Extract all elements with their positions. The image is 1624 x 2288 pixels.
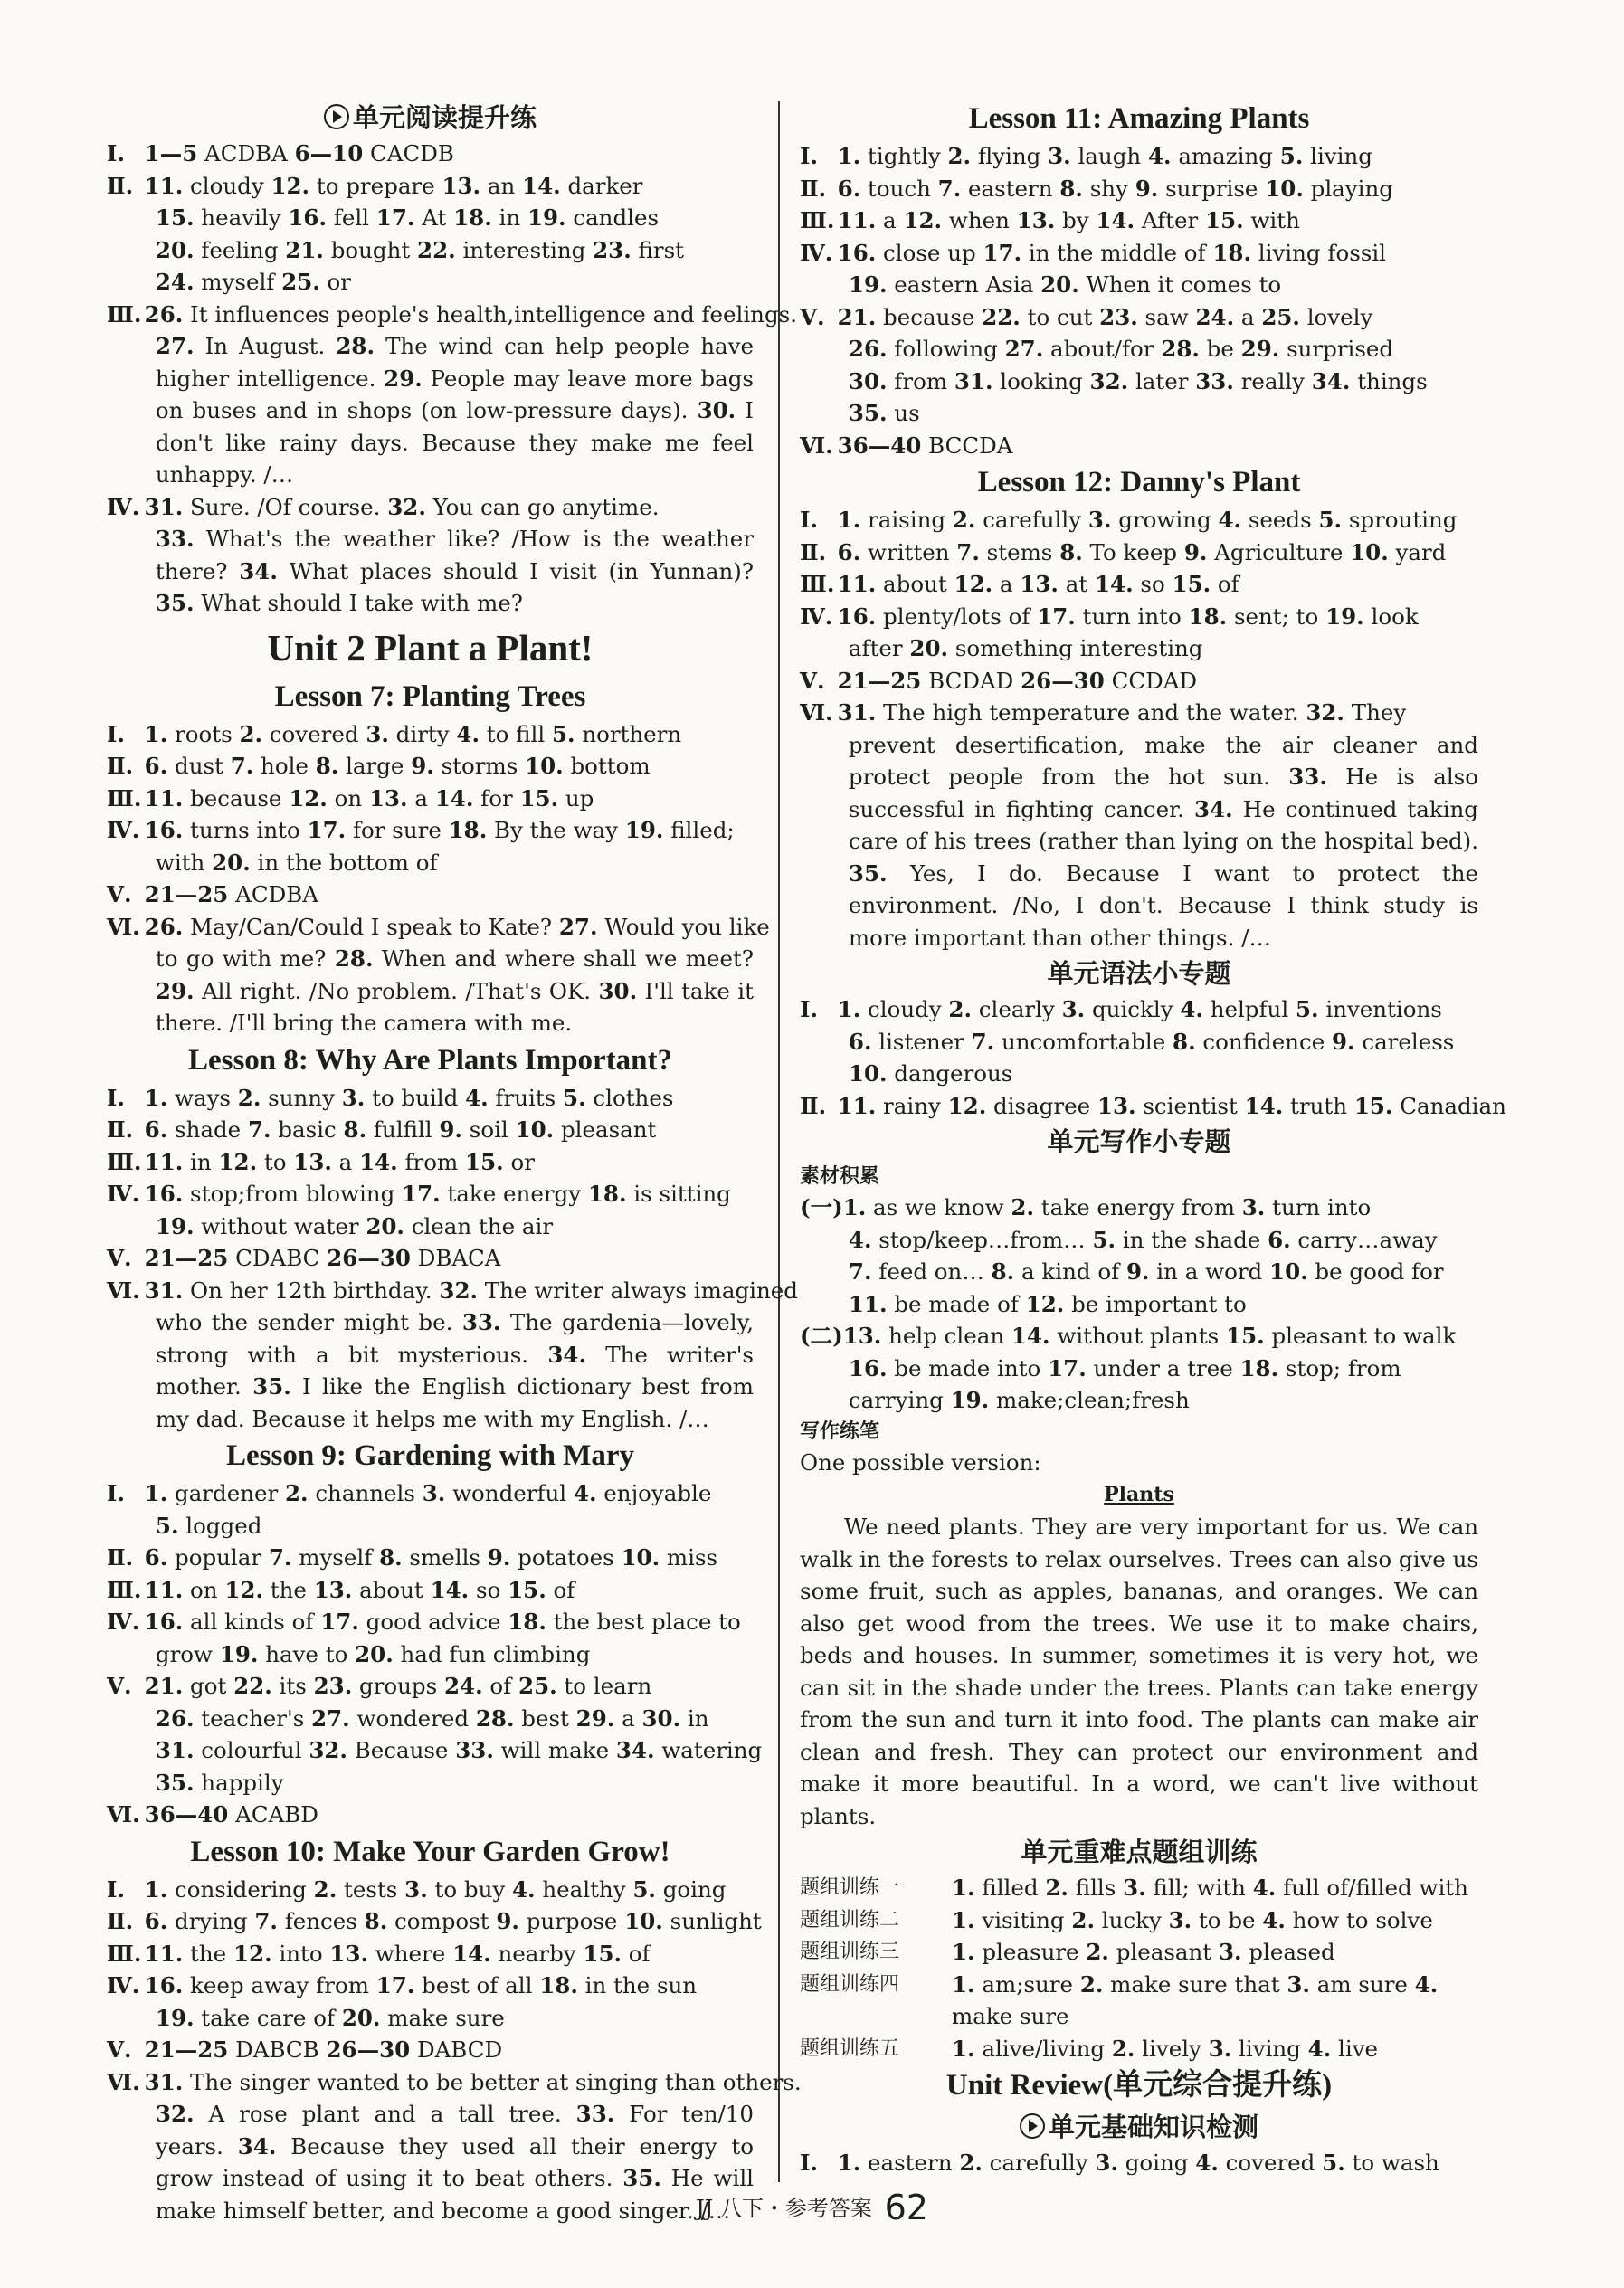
answer-line (800, 1447, 1478, 1479)
answer-line (107, 1510, 754, 1543)
heading-text: Lesson 9: Gardening with Mary (225, 1439, 634, 1472)
answer-line (107, 1970, 754, 2002)
answer-line (107, 1734, 763, 1767)
section-number: Ⅰ. (107, 1875, 125, 1903)
answer-line (107, 266, 754, 299)
section-heading (107, 676, 754, 718)
section-heading (800, 2107, 1478, 2147)
answer-text: 31. On her 12th birthday. 32. The writer always imagined (144, 1277, 798, 1304)
section-heading (800, 2065, 1478, 2107)
section-number: Ⅵ. (107, 1801, 140, 1828)
answer-text: 35. happily (155, 1769, 284, 1796)
answer-text: 21—25 ACDBA (144, 881, 318, 907)
answer-line (107, 1477, 754, 1510)
drill-row (800, 1969, 1478, 2033)
answer-text: 1. gardener 2. channels 3. wonderful 4. enjoyable (144, 1480, 712, 1506)
drill-row (800, 1936, 1478, 1969)
answer-line (800, 1058, 1478, 1090)
section-number: Ⅰ. (107, 1480, 125, 1506)
answer-line (107, 1638, 754, 1671)
section-number: Ⅰ. (800, 507, 818, 533)
section-number: Ⅵ. (800, 699, 833, 726)
answer-line (107, 943, 754, 1040)
answer-text: 15. heavily 16. fell 17. At 18. in 19. candles (155, 204, 660, 231)
drill-answers: 1. am;sure 2. make sure that 3. am sure 4. make sure (952, 1970, 1439, 2029)
answer-line (800, 729, 1478, 954)
column-divider (778, 101, 780, 2182)
answer-text: 11. in 12. to 13. a 14. from 15. or (144, 1148, 535, 1175)
answer-text: 26. May/Can/Could I speak to Kate? 27. Would you like (144, 913, 770, 940)
drill-label: 题组训练一 (800, 1876, 900, 1899)
answer-text: 27. In August. 28. The wind can help people have higher intelligence. 29. People may leave more bags on buses and in shops (on low-pressure days). 30. I don't like rainy days. Because they make me feel unhappy. /… (155, 333, 754, 488)
heading-text: Lesson 11: Amazing Plants (968, 102, 1310, 135)
drill-row (800, 2033, 1478, 2065)
play-circle-icon (1020, 2113, 1045, 2139)
answer-text: 20. feeling 21. bought 22. interesting 23. first (155, 236, 685, 263)
answer-line (800, 504, 1478, 536)
answer-text: 1. cloudy 2. clearly 3. quickly 4. helpful 5. inventions (837, 996, 1442, 1022)
answer-text: 6. popular 7. myself 8. smells 9. potatoes 10. miss (144, 1544, 718, 1571)
section-number: Ⅳ. (107, 1972, 140, 1998)
section-heading (800, 98, 1478, 140)
heading-text: Lesson 12: Danny's Plant (977, 466, 1301, 498)
answer-text: 19. without water 20. clean the air (155, 1212, 554, 1239)
heading-text: Lesson 7: Planting Trees (274, 679, 586, 713)
section-number: Ⅴ. (800, 667, 825, 694)
answer-line (107, 1306, 754, 1435)
answer-text: 31. The high temperature and the water. 32. They (837, 699, 1407, 726)
right-column (800, 98, 1506, 2179)
answer-line (107, 911, 770, 944)
section-number: Ⅵ. (107, 1277, 140, 1304)
section-number: Ⅳ. (107, 817, 140, 843)
answer-text: 26. following 27. about/for 28. be 29. surprised (848, 336, 1394, 362)
answer-line (107, 1146, 754, 1179)
answer-line (107, 1670, 754, 1703)
essay-paragraph: We need plants. They are very important for us. We can walk in the forests to relax ourselves. Trees can also give us some fruit, such as apples, bananas, and oranges. We can also get wood from the trees. We use it to make chairs, beds and houses. In summer, sometimes it is very hot, we can sit in the shade under the trees. Plants can take energy from the sun and turn it into food. The plants can make air clean and fresh. They can protect our environment and make it more beautiful. In a word, we can't live without plants. (800, 1514, 1478, 1829)
heading-text: Unit 2 Plant a Plant! (267, 626, 594, 669)
section-number: Ⅰ. (107, 1084, 125, 1111)
answer-text: 31. Sure. /Of course. 32. You can go anytime. (144, 493, 660, 520)
answer-text: 26. teacher's 27. wondered 28. best 29. a 30. in (155, 1704, 709, 1732)
heading-text: 单元语法小专题 (1047, 958, 1231, 989)
answer-line (800, 601, 1478, 633)
answer-line (107, 1703, 754, 1735)
answer-line (800, 301, 1478, 334)
answer-line (107, 234, 754, 267)
answer-text: who the sender might be. 33. The gardenia—lovely, strong with a bit mysterious. 34. The writer's mother. 35. I like the English dictionary best from my dad. Because it helps me with my English. /… (155, 1309, 754, 1432)
answer-line (107, 330, 754, 491)
answer-text: 11. the 12. into 13. where 14. nearby 15. of (144, 1940, 651, 1967)
answer-text: 1—5 ACDBA 6—10 CACDB (144, 140, 454, 166)
drill-answers: 1. alive/living 2. lively 3. living 4. live (952, 2035, 1379, 2062)
answer-text: 5. logged (155, 1512, 262, 1539)
heading-text: 单元基础知识检测 (1048, 2112, 1258, 2142)
play-circle-icon (324, 104, 349, 129)
answer-line (107, 1242, 754, 1275)
section-number: Ⅳ. (800, 603, 833, 630)
answer-line (800, 333, 1478, 366)
heading-text: Lesson 8: Why Are Plants Important? (187, 1043, 673, 1077)
answer-line (107, 1082, 754, 1115)
section-number: Ⅲ. (107, 784, 142, 812)
answer-line (800, 632, 1478, 665)
answer-text: 7. feed on… 8. a kind of 9. in a word 10. be good for (848, 1258, 1444, 1285)
drill-answers: 1. visiting 2. lucky 3. to be 4. how to solve (952, 1906, 1433, 1933)
answer-line (800, 366, 1478, 398)
answer-text: 21—25 BCDAD 26—30 CCDAD (837, 667, 1198, 694)
section-number: Ⅲ. (107, 1576, 142, 1603)
page-footer (0, 2188, 1624, 2227)
answer-line (107, 718, 754, 751)
section-number: Ⅱ. (800, 1092, 827, 1119)
answer-text: grow 19. have to 20. had fun climbing (155, 1640, 591, 1667)
section-heading (107, 98, 754, 138)
section-heading (107, 1831, 754, 1874)
answer-text: 36—40 BCCDA (837, 432, 1013, 459)
answer-line (107, 2034, 754, 2066)
essay-title: Plants (1104, 1483, 1174, 1506)
answer-line (107, 2066, 802, 2099)
section-number: Ⅴ. (107, 1673, 132, 1699)
answer-line (107, 814, 754, 847)
section-number: Ⅱ. (107, 1544, 134, 1571)
answer-text: 11. a 12. when 13. by 14. After 15. with (837, 207, 1300, 233)
answer-line (107, 2002, 754, 2035)
answer-line (107, 1114, 754, 1146)
answer-line (800, 2147, 1478, 2179)
answer-text: 35. us (848, 400, 920, 426)
answer-text: 32. A rose plant and a tall tree. 33. For ten/10 years. 34. Because they used all their energy to grow instead of using it to beat others. 35. He will make himself better, and become a good singer. /… (155, 2101, 754, 2224)
answer-line (800, 568, 1478, 601)
section-heading (800, 1417, 1478, 1447)
section-heading (800, 1832, 1478, 1872)
answer-line (800, 237, 1478, 270)
answer-text: 19. eastern Asia 20. When it comes to (848, 271, 1282, 298)
answer-text: 16. close up 17. in the middle of 18. living fossil (837, 239, 1387, 266)
footer-label: JJ 八下・参考答案 (696, 2196, 872, 2221)
section-heading (800, 461, 1478, 504)
section-number: Ⅰ. (800, 143, 818, 169)
answer-text: 1. roots 2. covered 3. dirty 4. to fill 5. northern (144, 720, 682, 747)
answer-text: 6. written 7. stems 8. To keep 9. Agriculture 10. yard (837, 538, 1447, 565)
section-heading (107, 620, 754, 676)
answer-line (107, 523, 754, 620)
answer-line (107, 1799, 754, 1831)
section-heading (800, 1162, 1478, 1191)
answer-line (107, 783, 754, 815)
heading-text: 单元写作小专题 (1047, 1126, 1231, 1157)
answer-text: 1. tightly 2. flying 3. laugh 4. amazing 5. living (837, 143, 1372, 169)
section-number: Ⅳ. (107, 1609, 140, 1635)
answer-text: 31. colourful 32. Because 33. will make 34. watering (155, 1737, 763, 1763)
answer-text: 24. myself 25. or (155, 269, 352, 295)
answer-line (800, 665, 1478, 698)
section-number: Ⅴ. (107, 2036, 132, 2063)
answer-line (800, 204, 1478, 237)
answer-line (107, 1938, 754, 1970)
drill-row (800, 1872, 1478, 1904)
answer-line (107, 1542, 754, 1574)
section-heading (800, 954, 1478, 993)
answer-line (800, 430, 1478, 462)
answer-text: 1. as we know 2. take energy from 3. turn into (842, 1194, 1372, 1220)
answer-text: 36—40 ACABD (144, 1801, 318, 1828)
answer-line (107, 299, 797, 331)
section-number: Ⅲ. (107, 1148, 142, 1175)
answer-text: 10. dangerous (848, 1060, 1013, 1087)
section-number: Ⅲ. (107, 1940, 142, 1967)
answer-text: prevent desertification, make the air cleaner and protect people from the hot sun. 33. He is also successful in fighting cancer. 34. He continued taking care of his trees (rather than lying on the hospital bed). 35. Yes, I do. Because I want to protect the environment. /No, I don't. Because I think study is more important than other things. /… (848, 731, 1478, 951)
section-number: Ⅴ. (800, 303, 825, 330)
answer-text: 1. considering 2. tests 3. to buy 4. healthy 5. going (144, 1875, 727, 1903)
section-number: Ⅰ. (800, 996, 818, 1022)
answer-line (800, 1224, 1478, 1257)
answer-line (107, 1210, 754, 1243)
answer-line (107, 847, 754, 879)
section-heading (800, 1122, 1478, 1162)
answer-text: 11. because 12. on 13. a 14. for 15. up (144, 784, 594, 812)
section-number: Ⅵ. (107, 2068, 140, 2095)
section-heading (107, 1040, 754, 1082)
answer-line (107, 1767, 754, 1799)
answer-line (800, 993, 1478, 1026)
answer-line (107, 1905, 762, 1938)
answer-text: 21. got 22. its 23. groups 24. of 25. to learn (144, 1673, 652, 1699)
answer-line (107, 1606, 754, 1638)
answer-text: after 20. something interesting (848, 635, 1203, 661)
answer-line (800, 1320, 1478, 1353)
answer-text: 6. dust 7. hole 8. large 9. storms 10. bottom (144, 753, 651, 779)
section-number: Ⅴ. (107, 1245, 132, 1271)
answer-line (800, 697, 1478, 729)
heading-text: 素材积累 (800, 1165, 880, 1188)
section-number: Ⅴ. (107, 881, 132, 907)
section-heading (107, 1435, 754, 1477)
section-number: Ⅱ. (800, 175, 827, 202)
section-number: Ⅲ. (107, 300, 142, 328)
answer-text: carrying 19. make;clean;fresh (848, 1387, 1190, 1413)
answer-line (107, 1178, 754, 1210)
drill-label: 题组训练五 (800, 2036, 900, 2060)
answer-text: 33. What's the weather like? /How is the weather there? 34. What places should I visit (in Yunnan)? 35. What should I take with me? (155, 526, 754, 616)
answer-text: 16. all kinds of 17. good advice 18. the best place to (144, 1609, 741, 1635)
answer-line (800, 1256, 1478, 1288)
answer-text: to go with me? 28. When and where shall we meet? 29. All right. /No problem. /That's OK. 30. I'll take it there. /I'll bring the camera with me. (155, 945, 754, 1036)
answer-text: 6. listener 7. uncomfortable 8. confidence 9. careless (848, 1028, 1455, 1055)
answer-line (800, 1384, 1478, 1417)
answer-line (107, 202, 754, 234)
answer-text: 11. on 12. the 13. about 14. so 15. of (144, 1576, 575, 1603)
answer-text: 11. rainy 12. disagree 13. scientist 14. truth 15. Canadian (837, 1092, 1506, 1119)
heading-text: Unit Review(单元综合提升练) (945, 2069, 1333, 2102)
answer-text: 16. stop;from blowing 17. take energy 18. is sitting (144, 1181, 731, 1207)
answer-line (107, 878, 754, 911)
answer-text: 19. take care of 20. make sure (155, 2004, 505, 2031)
answer-line (107, 170, 754, 203)
answer-text: 11. cloudy 12. to prepare 13. an 14. darker (144, 172, 643, 199)
section-number: Ⅰ. (107, 140, 125, 166)
answer-text: 11. about 12. a 13. at 14. so 15. of (837, 571, 1239, 597)
answer-text: 16. be made into 17. under a tree 18. stop; from (848, 1354, 1401, 1381)
answer-text: 6. drying 7. fences 8. compost 9. purpose 10. sunlight (144, 1908, 762, 1934)
answer-text: 30. from 31. looking 32. later 33. really 34. things (848, 367, 1428, 394)
answer-text: 21—25 DABCB 26—30 DABCD (144, 2036, 503, 2063)
section-number: Ⅱ. (107, 172, 134, 199)
answer-text: 26. It influences people's health,intelligence and feelings. (144, 300, 797, 328)
answer-text: 1. ways 2. sunny 3. to build 4. fruits 5. clothes (144, 1084, 674, 1111)
section-number: Ⅱ. (107, 1908, 134, 1934)
answer-line (800, 1090, 1506, 1123)
answer-line (800, 1191, 1478, 1224)
answer-text: 1. raising 2. carefully 3. growing 4. seeds 5. sprouting (837, 507, 1458, 533)
section-number: Ⅱ. (107, 1116, 134, 1143)
answer-text: 6. touch 7. eastern 8. shy 9. surprise 10. playing (837, 175, 1393, 202)
heading-text: Lesson 10: Make Your Garden Grow! (190, 1835, 670, 1868)
answer-text: 11. be made of 12. be important to (848, 1290, 1247, 1317)
section-number: (一) (800, 1194, 843, 1220)
answer-text: 16. plenty/lots of 17. turn into 18. sent; to 19. look (837, 603, 1419, 630)
answer-line (800, 1288, 1478, 1321)
section-number: Ⅵ. (800, 432, 833, 459)
page-number: 62 (884, 2188, 928, 2227)
answer-text: 1. eastern 2. carefully 3. going 4. covered 5. to wash (837, 2150, 1439, 2176)
answer-text: 6. shade 7. basic 8. fulfill 9. soil 10. pleasant (144, 1116, 657, 1143)
section-number: Ⅰ. (800, 2150, 818, 2176)
section-number: Ⅵ. (107, 913, 140, 940)
answer-text: 4. stop/keep…from… 5. in the shade 6. carry…away (848, 1226, 1438, 1253)
answer-text: 16. keep away from 17. best of all 18. in the sun (144, 1972, 698, 1998)
drill-answers: 1. pleasure 2. pleasant 3. pleased (952, 1939, 1335, 1965)
answer-line (800, 140, 1478, 173)
answer-text: 21—25 CDABC 26—30 DBACA (144, 1245, 501, 1271)
answer-line (107, 491, 754, 524)
answer-line (107, 1874, 754, 1906)
drill-row (800, 1904, 1478, 1937)
answer-line (800, 173, 1478, 205)
answer-line (800, 1026, 1478, 1059)
section-number: Ⅳ. (107, 1181, 140, 1207)
answer-line (800, 1353, 1478, 1385)
answer-line (107, 1275, 798, 1307)
answer-line (800, 397, 1478, 430)
drill-label: 题组训练二 (800, 1908, 900, 1932)
answer-text: One possible version: (800, 1448, 1041, 1476)
answer-text: 31. The singer wanted to be better at singing than others. (144, 2068, 802, 2095)
section-number: Ⅰ. (107, 720, 125, 747)
answer-line (107, 138, 754, 170)
drill-label: 题组训练三 (800, 1941, 900, 1963)
section-number: (二) (800, 1323, 843, 1349)
section-number: Ⅱ. (800, 538, 827, 565)
answer-text: 21. because 22. to cut 23. saw 24. a 25. lovely (837, 303, 1373, 330)
drill-answers: 1. filled 2. fills 3. fill; with 4. full of/filled with (952, 1875, 1468, 1901)
section-number: Ⅳ. (800, 239, 833, 266)
answer-line (107, 750, 754, 783)
section-number: Ⅲ. (800, 571, 835, 597)
heading-text: 写作练笔 (800, 1419, 880, 1443)
answer-line (800, 269, 1478, 301)
drill-label: 题组训练四 (800, 1972, 900, 1996)
answer-text: 16. turns into 17. for sure 18. By the way 19. filled; (144, 817, 735, 843)
answer-line (800, 536, 1478, 569)
answer-line (107, 1574, 754, 1607)
section-number: Ⅱ. (107, 753, 134, 779)
section-number: Ⅲ. (800, 207, 835, 233)
answer-text: with 20. in the bottom of (155, 849, 438, 876)
section-number: Ⅳ. (107, 493, 140, 520)
heading-text: 单元重难点题组训练 (1021, 1837, 1258, 1867)
heading-text: 单元阅读提升练 (352, 102, 537, 133)
answer-text: 13. help clean 14. without plants 15. pleasant to walk (842, 1323, 1457, 1349)
